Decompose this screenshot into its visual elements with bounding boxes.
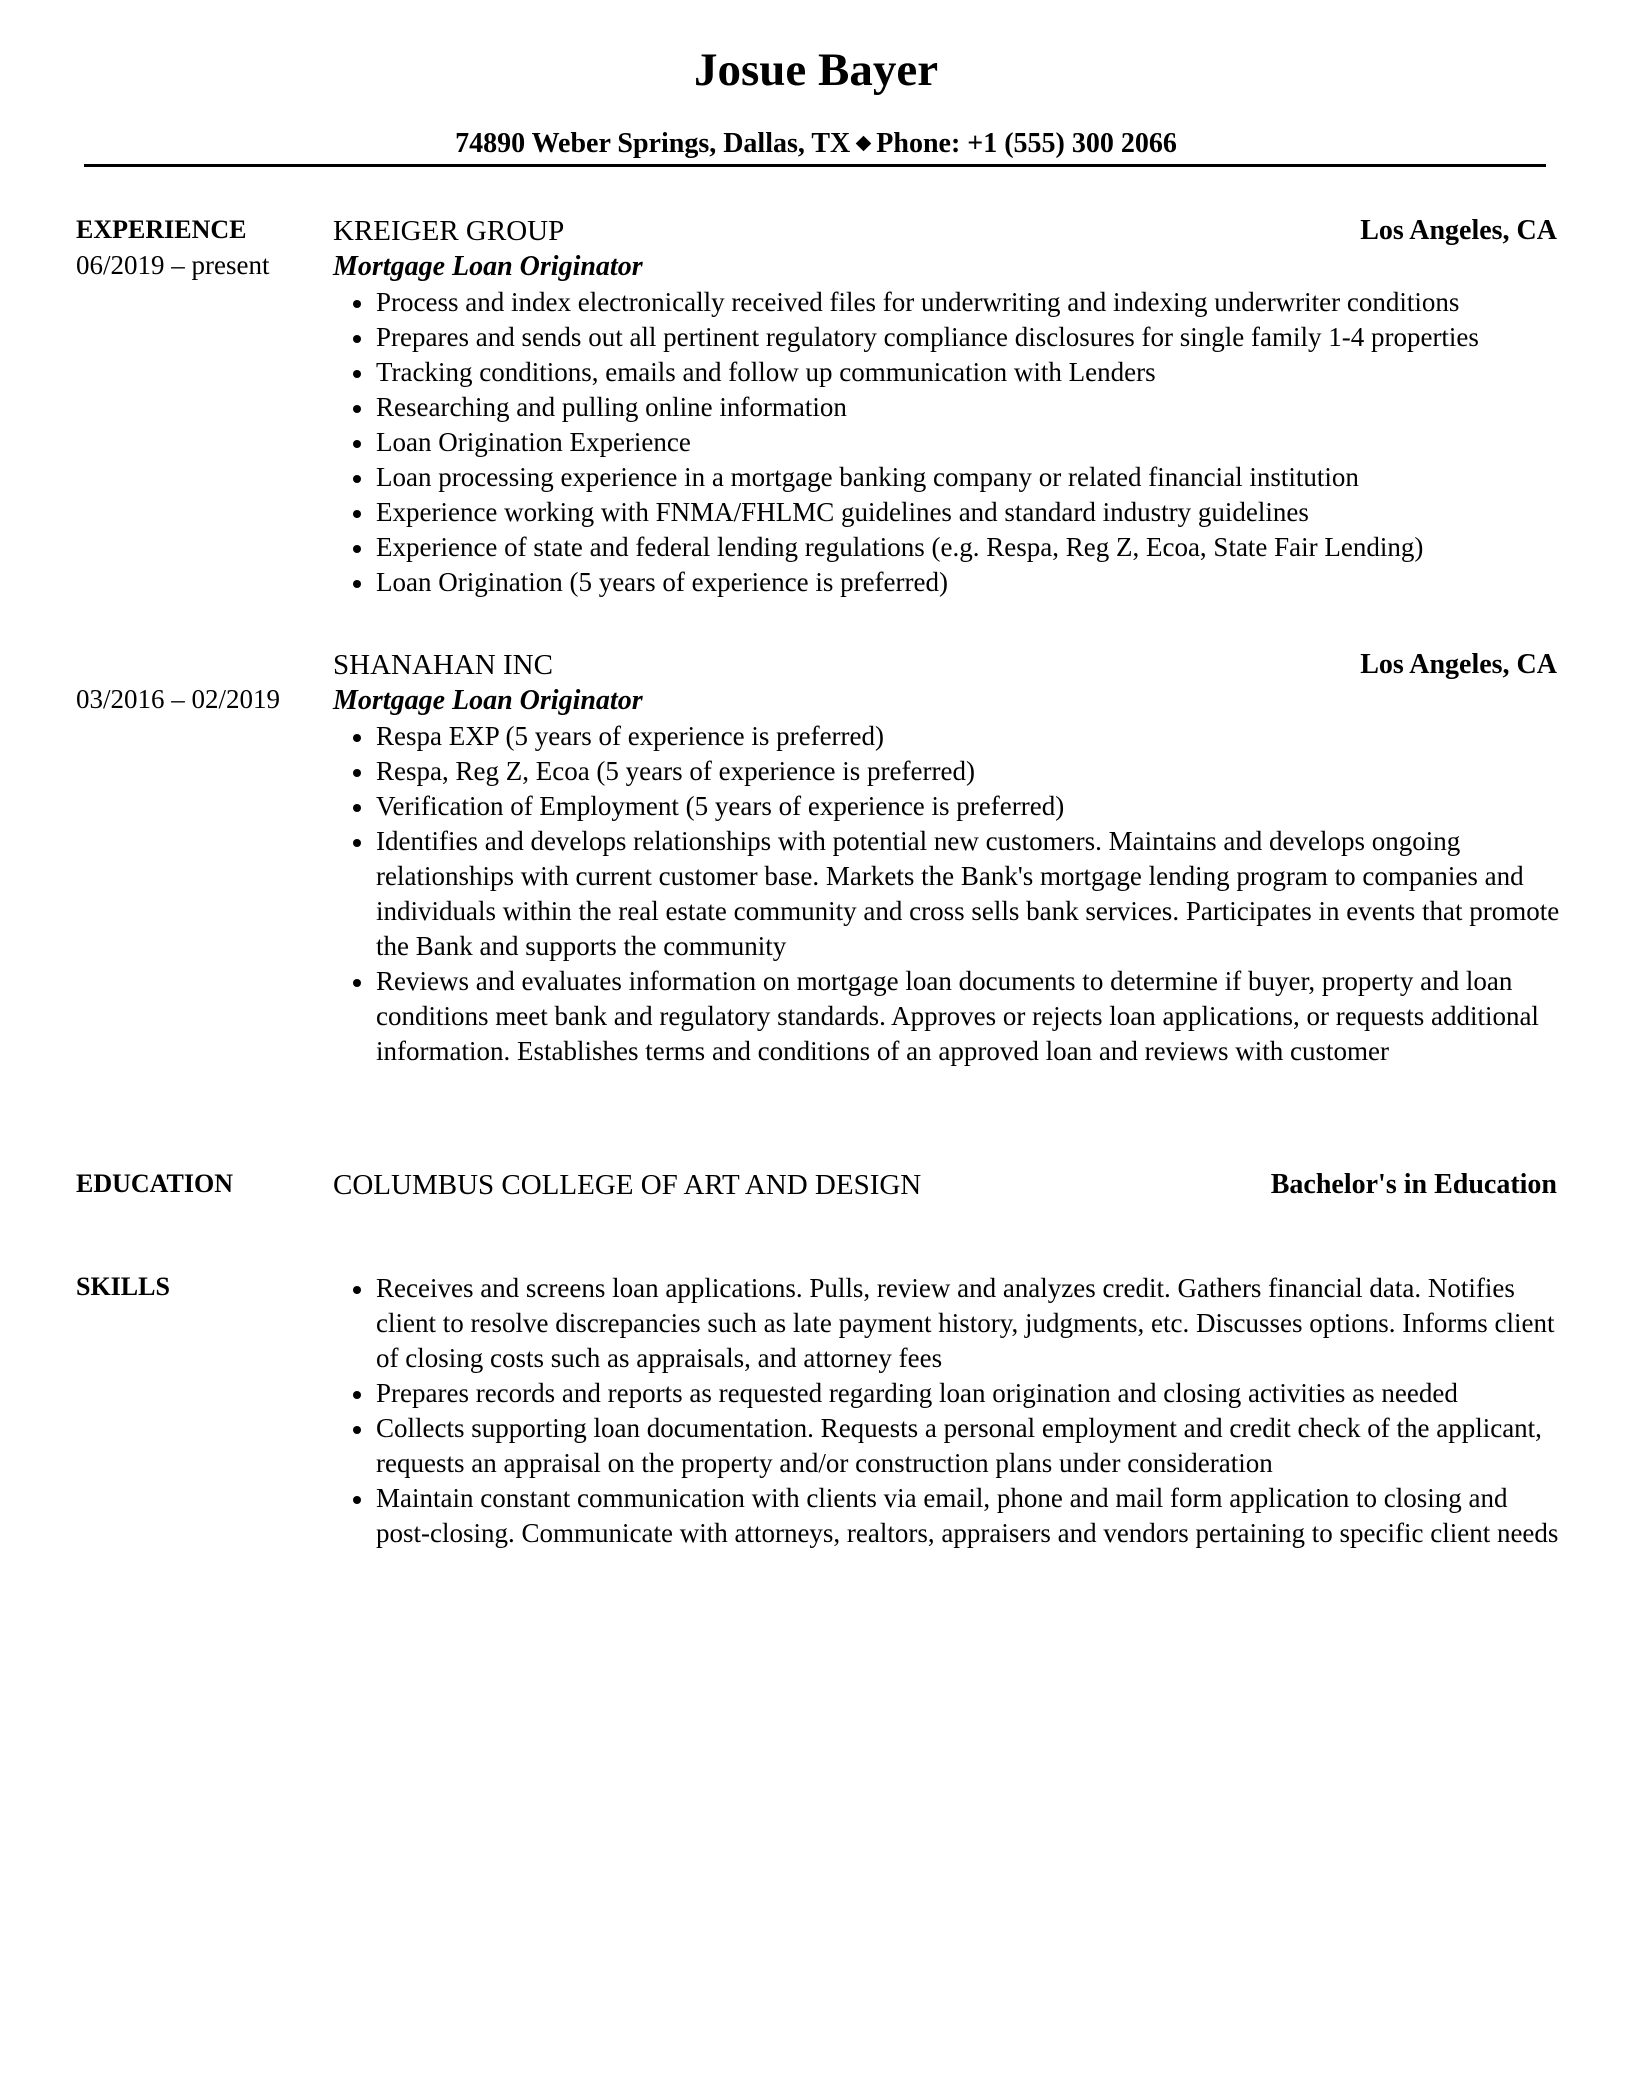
company-name: KREIGER GROUP <box>333 215 565 247</box>
job-dates: 03/2016 – 02/2019 <box>76 684 281 714</box>
list-item: Loan Origination (5 years of experience is preferred) <box>333 565 1563 600</box>
diamond-separator-icon <box>856 136 872 152</box>
job-location: Los Angeles, CA <box>1360 649 1557 680</box>
list-item: Respa EXP (5 years of experience is preferred) <box>333 719 1563 754</box>
company-name: SHANAHAN INC <box>333 649 553 681</box>
phone: Phone: +1 (555) 300 2066 <box>876 128 1177 159</box>
job-responsibilities <box>333 285 1563 600</box>
job-location: Los Angeles, CA <box>1360 215 1557 246</box>
list-item: Receives and screens loan applications. Pulls, review and analyzes credit. Gathers financial data. Notifies client to resolve discrepancies such as late payment history, judgments, etc. Discusses options. Informs client of closing costs such as appraisals, and attorney fees <box>333 1271 1563 1376</box>
contact-line <box>0 126 1632 162</box>
list-item: Prepares records and reports as requested regarding loan origination and closing activities as needed <box>333 1376 1563 1411</box>
job-title: Mortgage Loan Originator <box>333 251 643 282</box>
section-label-skills: SKILLS <box>76 1272 170 1301</box>
list-item: Reviews and evaluates information on mortgage loan documents to determine if buyer, property and loan conditions meet bank and regulatory standards. Approves or rejects loan applications, or requests additional information. Establishes terms and conditions of an approved loan and reviews with customer <box>333 964 1563 1069</box>
candidate-name: Josue Bayer <box>693 44 939 96</box>
list-item: Prepares and sends out all pertinent regulatory compliance disclosures for single family 1-4 properties <box>333 320 1563 355</box>
education-header <box>333 1167 1557 1203</box>
list-item: Verification of Employment (5 years of experience is preferred) <box>333 789 1563 824</box>
header-divider <box>84 164 1546 167</box>
address: 74890 Weber Springs, Dallas, TX <box>455 128 851 159</box>
job-header <box>333 647 1557 683</box>
school-name: COLUMBUS COLLEGE OF ART AND DESIGN <box>333 1169 922 1201</box>
section-label-experience: EXPERIENCE <box>76 215 247 244</box>
list-item: Experience of state and federal lending regulations (e.g. Respa, Reg Z, Ecoa, State Fair Lending) <box>333 530 1563 565</box>
section-label-education: EDUCATION <box>76 1169 233 1198</box>
degree: Bachelor's in Education <box>1270 1169 1557 1200</box>
list-item: Loan processing experience in a mortgage banking company or related financial institution <box>333 460 1563 495</box>
list-item: Process and index electronically received files for underwriting and indexing underwriter conditions <box>333 285 1563 320</box>
list-item: Respa, Reg Z, Ecoa (5 years of experience is preferred) <box>333 754 1563 789</box>
list-item: Tracking conditions, emails and follow up communication with Lenders <box>333 355 1563 390</box>
job-title: Mortgage Loan Originator <box>333 685 643 716</box>
list-item: Collects supporting loan documentation. Requests a personal employment and credit check of the applicant, requests an appraisal on the property and/or construction plans under consideration <box>333 1411 1563 1481</box>
skills-list <box>333 1271 1563 1551</box>
job-header <box>333 213 1557 249</box>
job-responsibilities <box>333 719 1563 1069</box>
list-item: Loan Origination Experience <box>333 425 1563 460</box>
list-item: Identifies and develops relationships with potential new customers. Maintains and develops ongoing relationships with current customer base. Markets the Bank's mortgage lending program to companies and individuals within the real estate community and cross sells bank services. Participates in events that promote the Bank and supports the community <box>333 824 1563 964</box>
list-item: Researching and pulling online information <box>333 390 1563 425</box>
list-item: Maintain constant communication with clients via email, phone and mail form application to closing and post-closing. Communicate with attorneys, realtors, appraisers and vendors pertaining to specific client needs <box>333 1481 1563 1551</box>
list-item: Experience working with FNMA/FHLMC guidelines and standard industry guidelines <box>333 495 1563 530</box>
job-dates: 06/2019 – present <box>76 250 270 280</box>
